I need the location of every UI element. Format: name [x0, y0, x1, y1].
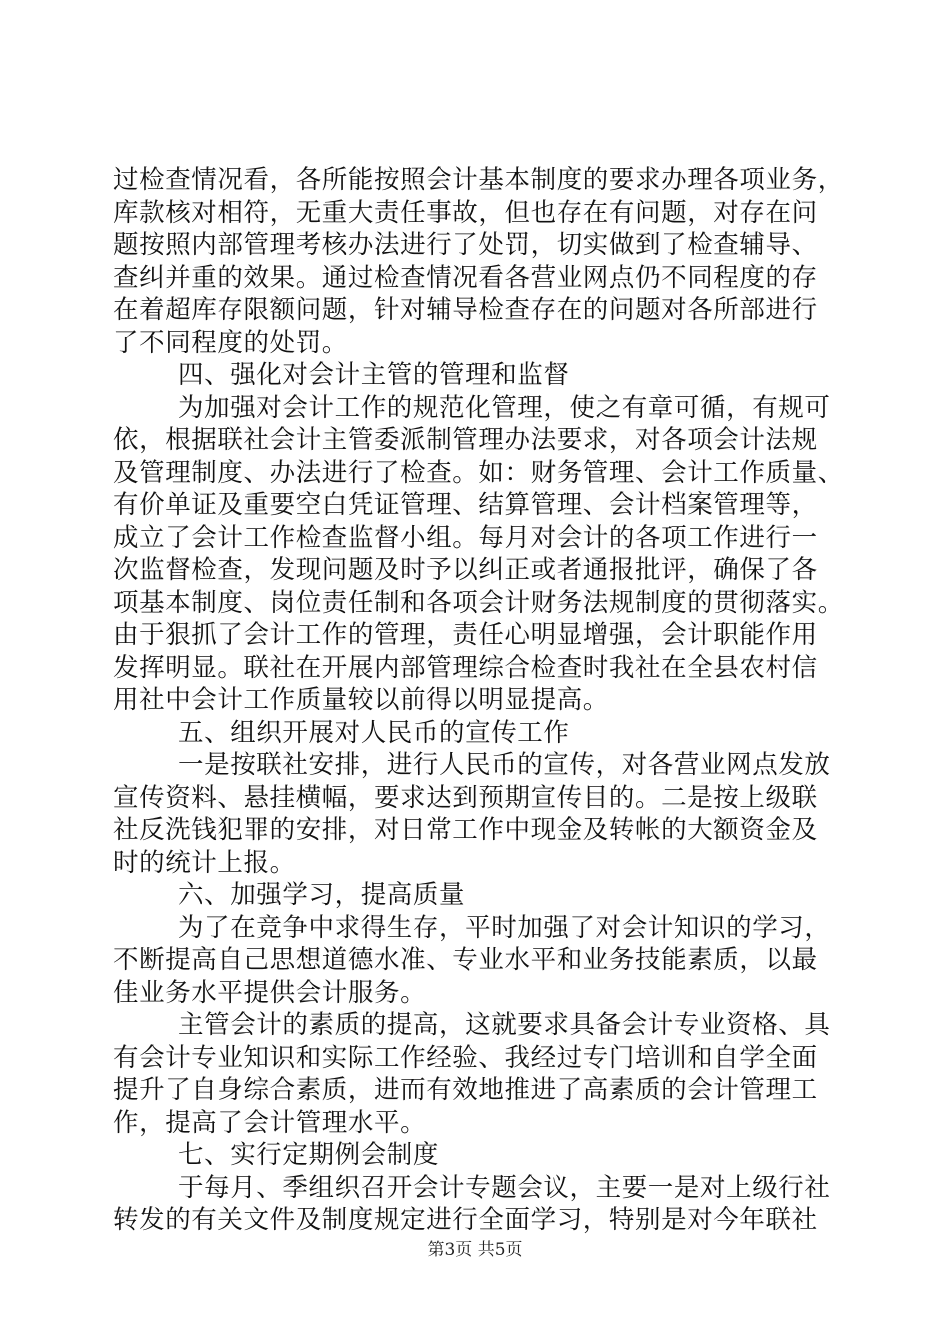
- text-line: 宣传资料、悬挂横幅，要求达到预期宣传目的。二是按上级联: [113, 782, 818, 813]
- text-line: 由于狠抓了会计工作的管理，责任心明显增强，会计职能作用: [113, 620, 818, 650]
- section-heading: 六、加强学习，提高质量: [178, 880, 466, 910]
- text-line: 用社中会计工作质量较以前得以明显提高。: [113, 685, 609, 715]
- paragraph-first-line: 为加强对会计工作的规范化管理，使之有章可循，有规可: [178, 392, 831, 423]
- text-line: 次监督检查，发现问题及时予以纠正或者通报批评，确保了各: [113, 555, 818, 585]
- text-line: 作，提高了会计管理水平。: [113, 1107, 427, 1138]
- text-line: 依，根据联社会计主管委派制管理办法要求，对各项会计法规: [113, 425, 818, 455]
- text-line: 查纠并重的效果。通过检查情况看各营业网点仍不同程度的存: [113, 262, 818, 293]
- paragraph-first-line: 主管会计的素质的提高，这就要求具备会计专业资格、具: [178, 1010, 831, 1040]
- page-number: 第3页 共5页: [427, 1240, 523, 1260]
- text-line: 时的统计上报。: [113, 847, 296, 878]
- paragraph-first-line: 一是按联社安排，进行人民币的宣传，对各营业网点发放: [178, 750, 831, 780]
- text-line: 库款核对相符，无重大责任事故，但也存在有问题，对存在问: [113, 197, 818, 228]
- section-heading: 七、实行定期例会制度: [178, 1140, 440, 1170]
- text-line: 题按照内部管理考核办法进行了处罚，切实做到了检查辅导、: [113, 230, 818, 260]
- text-line: 发挥明显。联社在开展内部管理综合检查时我社在全县农村信: [113, 652, 818, 683]
- text-line: 了不同程度的处罚。: [113, 327, 348, 358]
- text-line: 社反洗钱犯罪的安排，对日常工作中现金及转帐的大额资金及: [113, 815, 818, 845]
- text-line: 过检查情况看，各所能按照会计基本制度的要求办理各项业务，: [113, 165, 844, 195]
- text-line: 成立了会计工作检查监督小组。每月对会计的各项工作进行一: [113, 522, 818, 553]
- text-line: 在着超库存限额问题，针对辅导检查存在的问题对各所部进行: [113, 295, 818, 325]
- section-heading: 五、组织开展对人民币的宣传工作: [178, 717, 570, 748]
- page-footer: [0, 1238, 950, 1262]
- text-line: 有会计专业知识和实际工作经验、我经过专门培训和自学全面: [113, 1042, 818, 1073]
- text-line: 不断提高自己思想道德水准、专业水平和业务技能素质，以最: [113, 945, 818, 975]
- section-heading: 四、强化对会计主管的管理和监督: [178, 360, 570, 390]
- paragraph-first-line: 于每月、季组织召开会计专题会议，主要一是对上级行社: [178, 1172, 831, 1203]
- text-line: 项基本制度、岗位责任制和各项会计财务法规制度的贯彻落实。: [113, 587, 844, 618]
- text-line: 及管理制度、办法进行了检查。如：财务管理、会计工作质量、: [113, 457, 844, 488]
- text-line: 有价单证及重要空白凭证管理、结算管理、会计档案管理等，: [113, 490, 818, 520]
- text-line: 提升了自身综合素质，进而有效地推进了高素质的会计管理工: [113, 1075, 818, 1105]
- text-line: 转发的有关文件及制度规定进行全面学习，特别是对今年联社: [113, 1205, 818, 1235]
- paragraph-first-line: 为了在竞争中求得生存，平时加强了对会计知识的学习，: [178, 912, 831, 943]
- text-line: 佳业务水平提供会计服务。: [113, 977, 427, 1008]
